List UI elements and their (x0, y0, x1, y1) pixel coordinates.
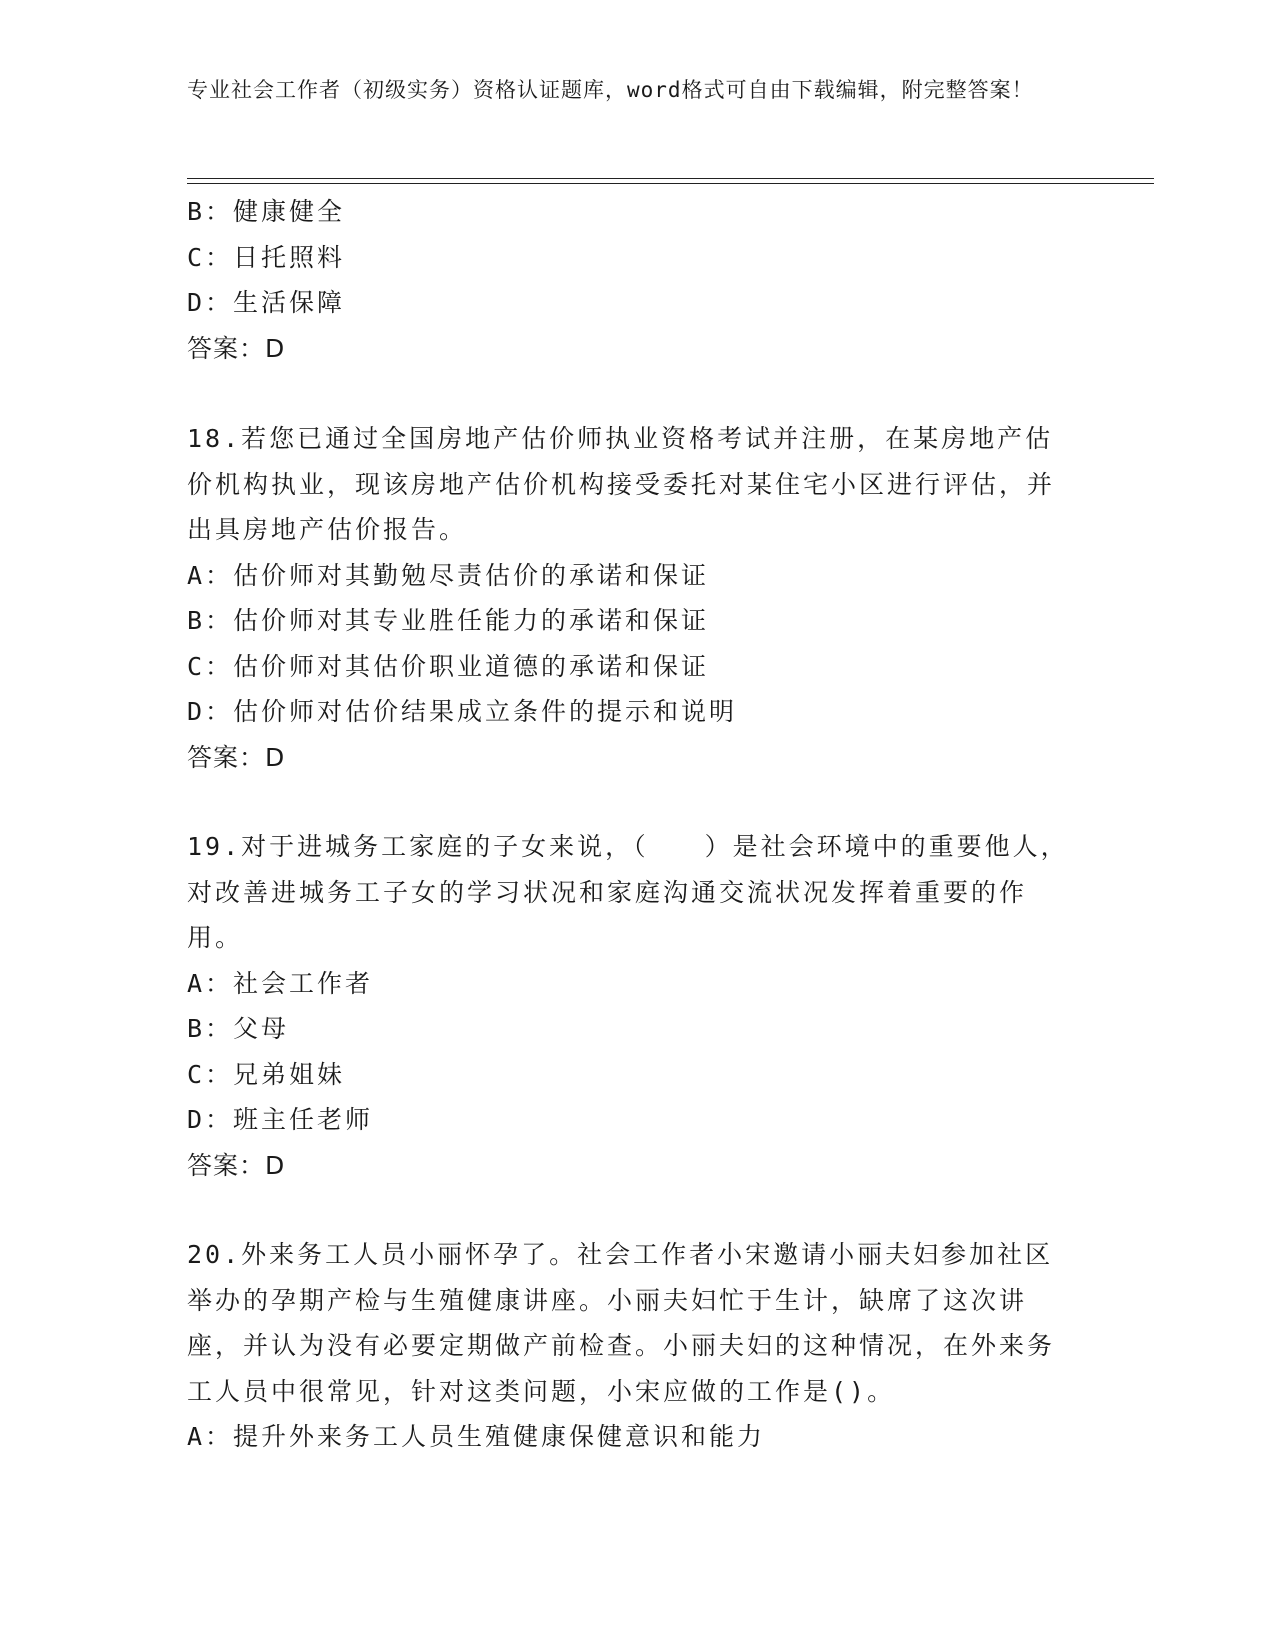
option-c: C：兄弟姐妹 (187, 1059, 346, 1089)
spacer (187, 371, 1087, 416)
question-19 (187, 824, 1087, 1188)
option-a: A：提升外来务工人员生殖健康保健意识和能力 (187, 1422, 766, 1451)
header-rule-bottom (187, 183, 1154, 184)
answer: 答案：D (187, 742, 286, 772)
option-a: A：社会工作者 (187, 968, 374, 998)
option-d: D：估价师对估价结果成立条件的提示和说明 (187, 697, 738, 726)
question-stem: 20.外来务工人员小丽怀孕了。社会工作者小宋邀请小丽夫妇参加社区举办的孕期产检与生殖健康讲座。小丽夫妇忙于生计，缺席了这次讲座，并认为没有必要定期做产前检查。小丽夫妇的这种情况，在外来务工人员中很常见，针对这类问题，小宋应做的工作是()。 (187, 1240, 1056, 1406)
option-b: B：健康健全 (187, 197, 346, 226)
option-b: B：估价师对其专业胜任能力的承诺和保证 (187, 606, 710, 635)
option-d: D：班主任老师 (187, 1105, 374, 1134)
previous-question-tail (187, 189, 1087, 371)
answer: 答案：D (187, 1150, 286, 1180)
question-content (187, 189, 1087, 1460)
option-b: B：父母 (187, 1014, 290, 1043)
question-20 (187, 1232, 1087, 1460)
question-18 (187, 416, 1087, 780)
option-c: C：日托照料 (187, 242, 346, 272)
option-d: D：生活保障 (187, 288, 346, 317)
answer: 答案：D (187, 333, 286, 363)
question-stem: 19.对于进城务工家庭的子女来说，（ ）是社会环境中的重要他人，对改善进城务工子女的学习状况和家庭沟通交流状况发挥着重要的作用。 (187, 832, 1069, 952)
spacer (187, 780, 1087, 824)
option-c: C：估价师对其估价职业道德的承诺和保证 (187, 651, 710, 681)
spacer (187, 1188, 1087, 1232)
option-a: A：估价师对其勤勉尽责估价的承诺和保证 (187, 560, 710, 590)
question-stem: 18.若您已通过全国房地产估价师执业资格考试并注册，在某房地产估价机构执业，现该房地产估价机构接受委托对某住宅小区进行评估，并出具房地产估价报告。 (187, 424, 1056, 544)
header-rule-top (187, 178, 1154, 179)
page-header: 专业社会工作者（初级实务）资格认证题库，word格式可自由下载编辑，附完整答案！ (187, 78, 1034, 102)
